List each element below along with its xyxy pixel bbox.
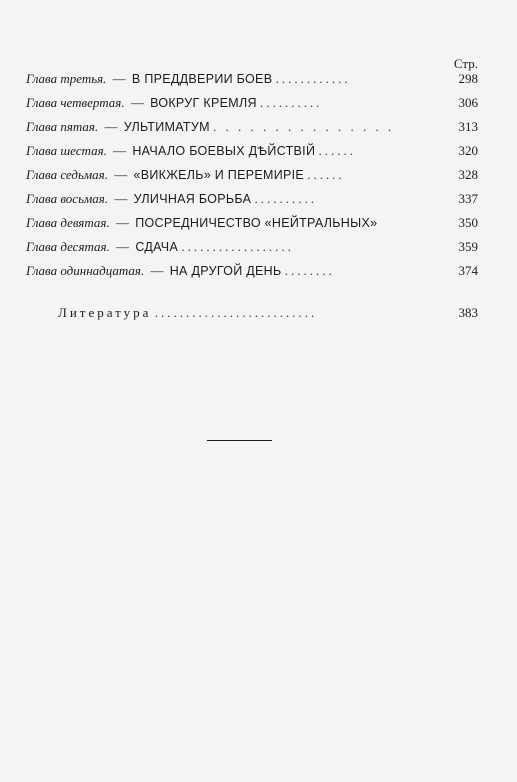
section-divider (207, 440, 272, 441)
page-number: 298 (458, 71, 478, 86)
dot-leader: ........ (284, 263, 335, 278)
toc-entry (26, 263, 442, 279)
chapter-label: Глава восьмая. (26, 191, 109, 206)
chapter-label: Глава одиннадцатая. (26, 263, 145, 278)
page-number: 374 (458, 263, 478, 278)
chapter-label: Глава пятая. (26, 119, 99, 134)
chapter-title: НАЧАЛО БОЕВЫХ ДѢЙСТВІЙ (132, 144, 316, 158)
toc-entry (26, 95, 442, 111)
chapter-label: Глава седьмая. (26, 167, 108, 182)
chapter-dash: — (112, 71, 126, 86)
dot-leader: .......................... (154, 305, 318, 320)
page-number: 337 (458, 191, 478, 206)
page-column-header: Стр. (453, 56, 478, 71)
toc-entry (26, 215, 442, 231)
literature-entry (58, 305, 438, 321)
chapter-dash: — (113, 143, 127, 158)
toc-entry (26, 143, 442, 159)
chapter-title: УЛИЧНАЯ БОРЬБА (133, 192, 252, 206)
chapter-title: СДАЧА (135, 240, 179, 254)
chapter-label: Глава четвертая. (26, 95, 125, 110)
dot-leader: ............ (275, 71, 351, 86)
chapter-dash: — (150, 263, 164, 278)
chapter-label: Глава третья. (26, 71, 107, 86)
chapter-dash: — (116, 239, 130, 254)
toc-entry (26, 71, 442, 87)
chapter-title: НА ДРУГОЙ ДЕНЬ (169, 264, 282, 278)
page-number: 313 (458, 119, 478, 134)
dot-leader: ...... (318, 143, 356, 158)
dot-leader: .................. (181, 239, 294, 254)
chapter-title: УЛЬТИМАТУМ (123, 120, 210, 134)
dot-leader: .......... (260, 95, 323, 110)
page-number: 383 (458, 305, 478, 320)
literature-label: Литература (58, 305, 152, 320)
page-number: 320 (458, 143, 478, 158)
chapter-title: ВОКРУГ КРЕМЛЯ (150, 96, 257, 110)
chapter-dash: — (115, 215, 129, 230)
chapter-label: Глава девятая. (26, 215, 110, 230)
chapter-dash: — (104, 119, 118, 134)
chapter-dash: — (114, 167, 128, 182)
chapter-label: Глава шестая. (26, 143, 107, 158)
page-number: 350 (458, 215, 478, 230)
chapter-title: В ПРЕДДВЕРИИ БОЕВ (131, 72, 273, 86)
page-number: 306 (458, 95, 478, 110)
toc-entry (26, 167, 442, 183)
dot-leader: . . . . . . . . . . . . . . . (213, 119, 395, 134)
chapter-label: Глава десятая. (26, 239, 110, 254)
dot-leader: .......... (254, 191, 318, 206)
dot-leader: ...... (307, 167, 345, 182)
chapter-dash: — (130, 95, 144, 110)
chapter-dash: — (114, 191, 128, 206)
page-number: 359 (458, 239, 478, 254)
toc-entry (26, 239, 442, 255)
toc-entry (26, 191, 442, 207)
chapter-title: ПОСРЕДНИЧЕСТВО «НЕЙТРАЛЬНЫХ» (135, 216, 378, 230)
chapter-title: «ВИКЖЕЛЬ» И ПЕРЕМИРІЕ (133, 168, 305, 182)
toc-entry (26, 119, 442, 135)
page-number: 328 (458, 167, 478, 182)
